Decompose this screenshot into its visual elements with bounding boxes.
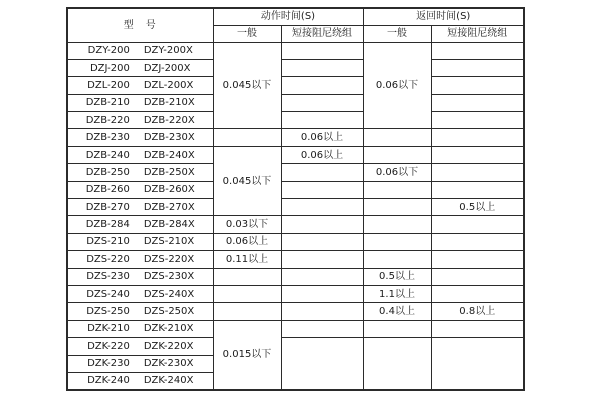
ret-gen-cell: 0.06以下: [363, 164, 431, 181]
model-cell: [67, 320, 213, 337]
ret-short-cell: 0.8以上: [431, 303, 524, 320]
model-name-a: DZS-220: [86, 253, 130, 265]
act-short-cell: [281, 233, 363, 250]
model-name-a: DZJ-200: [89, 62, 130, 74]
model-cell: [67, 164, 213, 181]
model-name-b: DZK-230X: [143, 358, 194, 370]
table-row: [67, 268, 524, 285]
act-short-cell: [281, 338, 363, 390]
act-short-cell: [281, 77, 363, 94]
model-name-b: DZS-250X: [143, 306, 195, 318]
table-row: [67, 233, 524, 250]
model-cell: [67, 112, 213, 129]
header-action-general: 一般: [213, 25, 281, 42]
act-gen-cell: 0.015以下: [213, 320, 281, 390]
model-name-b: DZS-240X: [143, 288, 195, 300]
act-short-cell: [281, 94, 363, 111]
header-return-short-damping: 短接阻尼绕组: [431, 25, 524, 42]
header-action-short-damping: 短接阻尼绕组: [281, 25, 363, 42]
ret-gen-cell: 1.1以上: [363, 285, 431, 302]
ret-short-cell: [431, 129, 524, 146]
header-row-1: [67, 8, 524, 25]
header-action-time: 动作时间(S): [213, 8, 363, 25]
act-short-cell: [281, 164, 363, 181]
table-row: [67, 94, 524, 111]
ret-short-cell: [431, 77, 524, 94]
model-name-a: DZB-260: [85, 184, 130, 196]
table-row: [67, 181, 524, 198]
act-short-cell: [281, 285, 363, 302]
ret-gen-cell: [363, 338, 431, 390]
model-cell: [67, 372, 213, 390]
act-gen-cell: 0.11以上: [213, 251, 281, 268]
ret-short-cell: 0.5以上: [431, 199, 524, 216]
act-short-cell: [281, 42, 363, 59]
act-short-cell: [281, 320, 363, 337]
model-cell: [67, 251, 213, 268]
model-cell: [67, 303, 213, 320]
model-name-b: DZB-210X: [143, 97, 195, 109]
model-cell: [67, 129, 213, 146]
model-cell: [67, 355, 213, 372]
model-name-a: DZB-270: [85, 201, 130, 213]
model-cell: [67, 181, 213, 198]
model-name-b: DZB-220X: [143, 114, 195, 126]
act-short-cell: 0.06以上: [281, 146, 363, 163]
model-name-b: DZS-220X: [143, 253, 195, 265]
act-short-cell: [281, 199, 363, 216]
table-row: [67, 42, 524, 59]
ret-short-cell: [431, 320, 524, 337]
ret-gen-cell: [363, 199, 431, 216]
model-name-a: DZK-230: [87, 358, 130, 370]
act-gen-cell: 0.03以下: [213, 216, 281, 233]
ret-short-cell: [431, 268, 524, 285]
act-short-cell: [281, 216, 363, 233]
model-name-a: DZB-230: [85, 132, 130, 144]
header-model: 型 号: [67, 8, 213, 42]
ret-gen-cell: [363, 146, 431, 163]
model-name-a: DZS-240: [86, 288, 130, 300]
table-header: [67, 8, 524, 42]
model-name-b: DZJ-200X: [143, 62, 191, 74]
model-cell: [67, 199, 213, 216]
ret-gen-cell: 0.06以下: [363, 42, 431, 129]
model-name-b: DZK-220X: [143, 340, 194, 352]
ret-short-cell: [431, 164, 524, 181]
ret-short-cell: [431, 285, 524, 302]
model-name-b: DZS-230X: [143, 271, 195, 283]
ret-short-cell: [431, 94, 524, 111]
model-name-b: DZY-200X: [143, 45, 193, 57]
model-name-a: DZK-240: [87, 375, 130, 387]
act-short-cell: [281, 268, 363, 285]
model-name-b: DZB-260X: [143, 184, 195, 196]
act-gen-cell: [213, 129, 281, 146]
model-cell: [67, 77, 213, 94]
act-short-cell: [281, 251, 363, 268]
ret-short-cell: [431, 112, 524, 129]
ret-gen-cell: [363, 320, 431, 337]
model-cell: [67, 285, 213, 302]
model-cell: [67, 42, 213, 59]
model-name-a: DZB-284: [85, 219, 130, 231]
act-short-cell: [281, 303, 363, 320]
act-short-cell: [281, 59, 363, 76]
model-name-b: DZB-230X: [143, 132, 195, 144]
relay-spec-table: [66, 7, 525, 391]
table-row: [67, 216, 524, 233]
model-name-a: DZK-210: [87, 323, 130, 335]
model-name-b: DZB-270X: [143, 201, 195, 213]
model-name-a: DZB-240: [85, 149, 130, 161]
model-cell: [67, 233, 213, 250]
model-cell: [67, 94, 213, 111]
table-row: [67, 251, 524, 268]
model-cell: [67, 146, 213, 163]
table-row: [67, 59, 524, 76]
model-name-a: DZS-210: [86, 236, 130, 248]
table-row: [67, 320, 524, 337]
act-short-cell: [281, 181, 363, 198]
model-name-b: DZB-240X: [143, 149, 195, 161]
ret-short-cell: [431, 59, 524, 76]
model-name-a: DZS-230: [86, 271, 130, 283]
model-name-b: DZK-210X: [143, 323, 194, 335]
model-name-a: DZY-200: [87, 45, 130, 57]
model-name-a: DZK-220: [87, 340, 130, 352]
table-row: [67, 129, 524, 146]
model-name-b: DZS-210X: [143, 236, 195, 248]
table-row: [67, 303, 524, 320]
table-row: [67, 112, 524, 129]
ret-short-cell: [431, 251, 524, 268]
model-name-a: DZB-220: [85, 114, 130, 126]
model-cell: [67, 338, 213, 355]
spec-table-container: [66, 7, 525, 391]
model-name-b: DZB-250X: [143, 166, 195, 178]
model-cell: [67, 268, 213, 285]
table-row: [67, 199, 524, 216]
act-gen-cell: 0.06以上: [213, 233, 281, 250]
ret-short-cell: [431, 146, 524, 163]
act-gen-cell: 0.045以下: [213, 42, 281, 129]
table-row: [67, 146, 524, 163]
act-short-cell: 0.06以上: [281, 129, 363, 146]
model-name-a: DZB-250: [85, 166, 130, 178]
ret-gen-cell: [363, 181, 431, 198]
table-row: [67, 164, 524, 181]
model-cell: [67, 59, 213, 76]
model-cell: [67, 216, 213, 233]
table-row: [67, 285, 524, 302]
table-body: [67, 42, 524, 390]
ret-gen-cell: [363, 129, 431, 146]
ret-short-cell: [431, 233, 524, 250]
ret-short-cell: [431, 338, 524, 390]
ret-gen-cell: [363, 251, 431, 268]
table-row: [67, 338, 524, 355]
act-gen-cell: [213, 303, 281, 320]
ret-short-cell: [431, 42, 524, 59]
header-return-time: 返回时间(S): [363, 8, 524, 25]
ret-gen-cell: [363, 216, 431, 233]
ret-gen-cell: 0.4以上: [363, 303, 431, 320]
model-name-b: DZL-200X: [143, 79, 194, 91]
act-gen-cell: [213, 268, 281, 285]
model-name-b: DZB-284X: [143, 219, 195, 231]
ret-gen-cell: [363, 233, 431, 250]
act-short-cell: [281, 112, 363, 129]
model-name-b: DZK-240X: [143, 375, 194, 387]
ret-short-cell: [431, 181, 524, 198]
act-gen-cell: [213, 285, 281, 302]
model-name-a: DZL-200: [87, 79, 130, 91]
model-name-a: DZB-210: [85, 97, 130, 109]
header-return-general: 一般: [363, 25, 431, 42]
ret-gen-cell: 0.5以上: [363, 268, 431, 285]
ret-short-cell: [431, 216, 524, 233]
model-name-a: DZS-250: [86, 306, 130, 318]
table-row: [67, 77, 524, 94]
act-gen-cell: 0.045以下: [213, 146, 281, 216]
